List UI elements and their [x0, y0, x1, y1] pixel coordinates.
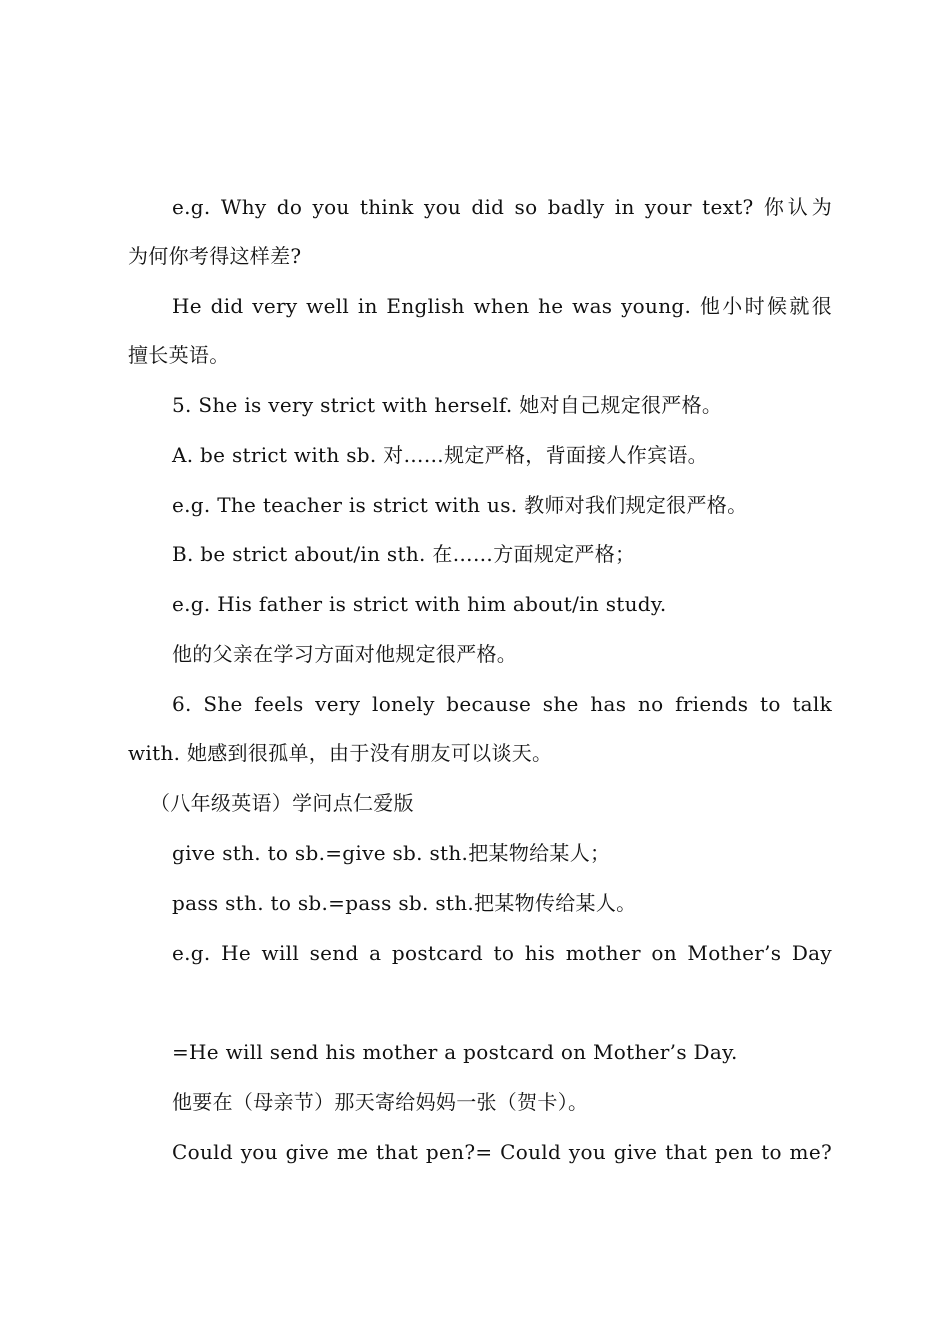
text-line: He did very well in English when he was young. 他小时候就很 — [172, 294, 832, 318]
text-line: give sth. to sb.=give sb. sth.把某物给某人； — [172, 841, 611, 865]
text-line: 为何你考得这样差? — [128, 244, 302, 268]
text-line: 他的父亲在学习方面对他规定很严格。 — [172, 642, 518, 666]
text-line: with. 她感到很孤单，由于没有朋友可以谈天。 — [128, 741, 553, 765]
section-heading: （八年级英语）学问点仁爱版 — [150, 791, 414, 815]
text-line: =He will send his mother a postcard on Mother’s Day. — [172, 1040, 738, 1064]
text-line: Could you give me that pen?= Could you give that pen to me? — [172, 1140, 832, 1164]
text-line: e.g. The teacher is strict with us. 教师对我们规定很严格。 — [172, 493, 748, 517]
text-line: 他要在（母亲节）那天寄给妈妈一张（贺卡）。 — [172, 1090, 589, 1114]
text-line: 6. She feels very lonely because she has no friends to talk — [172, 692, 832, 716]
text-line: e.g. Why do you think you did so badly in your text? 你认为 — [172, 195, 832, 219]
text-line: e.g. His father is strict with him about/in study. — [172, 592, 667, 616]
text-line: 5. She is very strict with herself. 她对自己规定很严格。 — [172, 393, 723, 417]
text-line: A. be strict with sb. 对……规定严格，背面接人作宾语。 — [172, 443, 708, 467]
text-line: pass sth. to sb.=pass sb. sth.把某物传给某人。 — [172, 891, 637, 915]
text-line: e.g. He will send a postcard to his mother on Mother’s Day — [172, 941, 832, 965]
text-line: B. be strict about/in sth. 在……方面规定严格； — [172, 542, 636, 566]
text-line: 擅长英语。 — [128, 343, 230, 367]
